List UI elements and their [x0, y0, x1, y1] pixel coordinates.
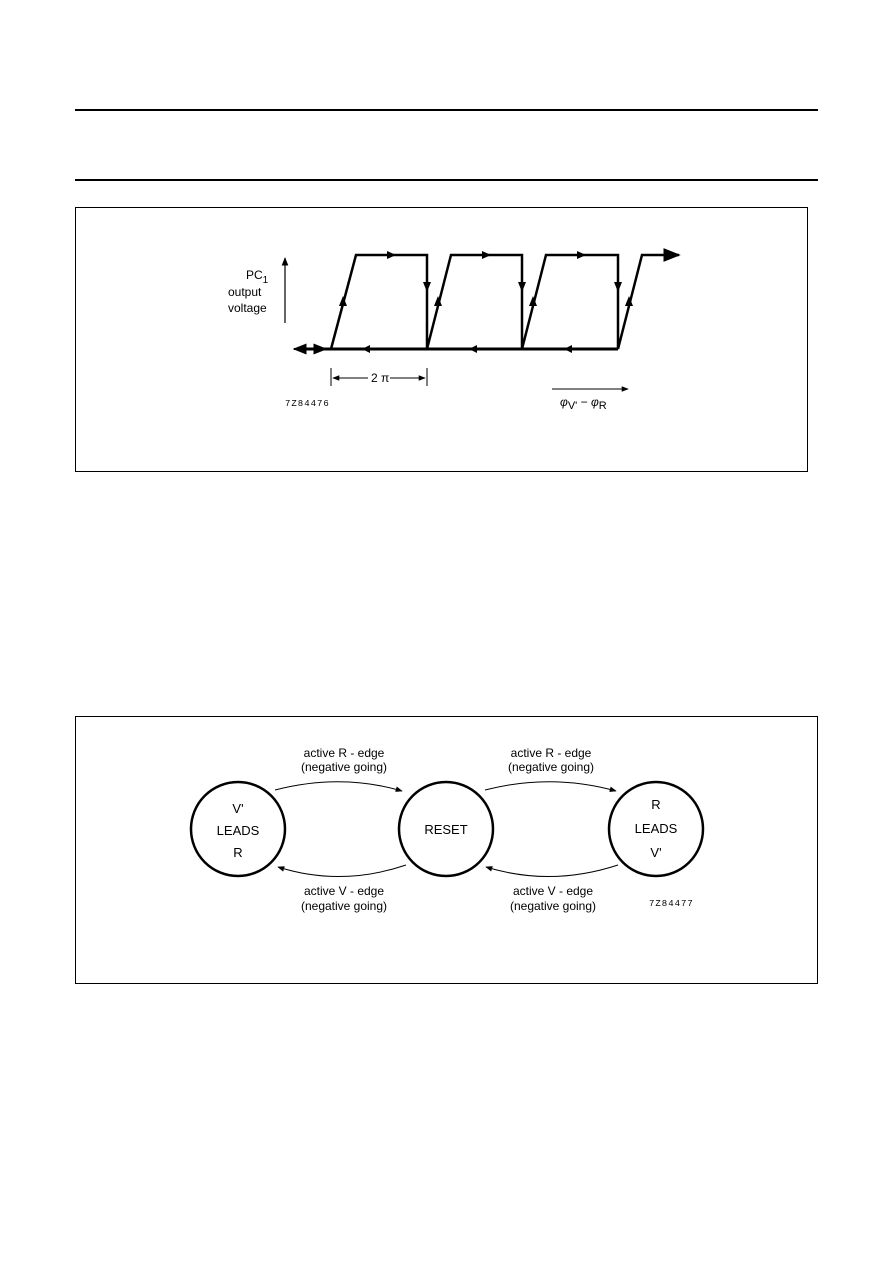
state-left-line1: V' — [232, 801, 244, 816]
transition-center-to-left — [278, 865, 406, 877]
y-axis-label-line3: voltage — [228, 301, 267, 315]
y-axis-label: $PC_1$ — [246, 268, 269, 286]
top-arrow-1 — [387, 251, 396, 259]
fall-arrow-2 — [518, 282, 526, 292]
transition-label-rc-1: active V - edge — [512, 884, 594, 898]
state-right-line1: R — [651, 797, 661, 812]
state-diagram — [76, 717, 819, 985]
top-arrow-2 — [482, 251, 491, 259]
transition-left-to-center — [275, 782, 402, 791]
header-rule-top — [75, 109, 818, 111]
x-axis-label: φV' − φR — [560, 395, 607, 412]
transition-label-lc-2: (negative going) — [300, 760, 388, 774]
phase-comparator-state-diagram — [75, 716, 818, 984]
baseline-arrow-2 — [469, 345, 477, 353]
state-left-line2: LEADS — [216, 823, 260, 838]
baseline-arrow-1 — [362, 345, 370, 353]
top-arrow-3 — [577, 251, 586, 259]
phase-comparator-transfer-figure — [75, 207, 808, 472]
transition-label-cr-1: active R - edge — [510, 746, 592, 760]
header-rule-bottom — [75, 179, 818, 181]
transition-label-cl-1: active V - edge — [303, 884, 385, 898]
state-left-line3: R — [233, 845, 243, 860]
figure-code: 7Z84476 — [285, 399, 330, 409]
fall-arrow-3 — [614, 282, 622, 292]
transition-label-rc-2: (negative going) — [509, 899, 597, 913]
state-right-line3: V' — [650, 845, 662, 860]
fall-arrow-1 — [423, 282, 431, 292]
transfer-characteristic-diagram — [76, 208, 809, 473]
figure-code: 7Z84477 — [649, 899, 694, 909]
baseline-arrow-3 — [564, 345, 572, 353]
transition-right-to-center — [486, 865, 618, 877]
state-center-label: RESET — [424, 822, 468, 837]
transition-center-to-right — [485, 782, 616, 791]
period-label: 2 π — [371, 371, 390, 385]
waveform-trace — [331, 255, 674, 349]
transition-label-lc-1: active R - edge — [303, 746, 385, 760]
y-axis-label-line2: output — [228, 285, 262, 299]
state-right-line2: LEADS — [634, 821, 678, 836]
transition-label-cl-2: (negative going) — [300, 899, 388, 913]
transition-label-cr-2: (negative going) — [507, 760, 595, 774]
